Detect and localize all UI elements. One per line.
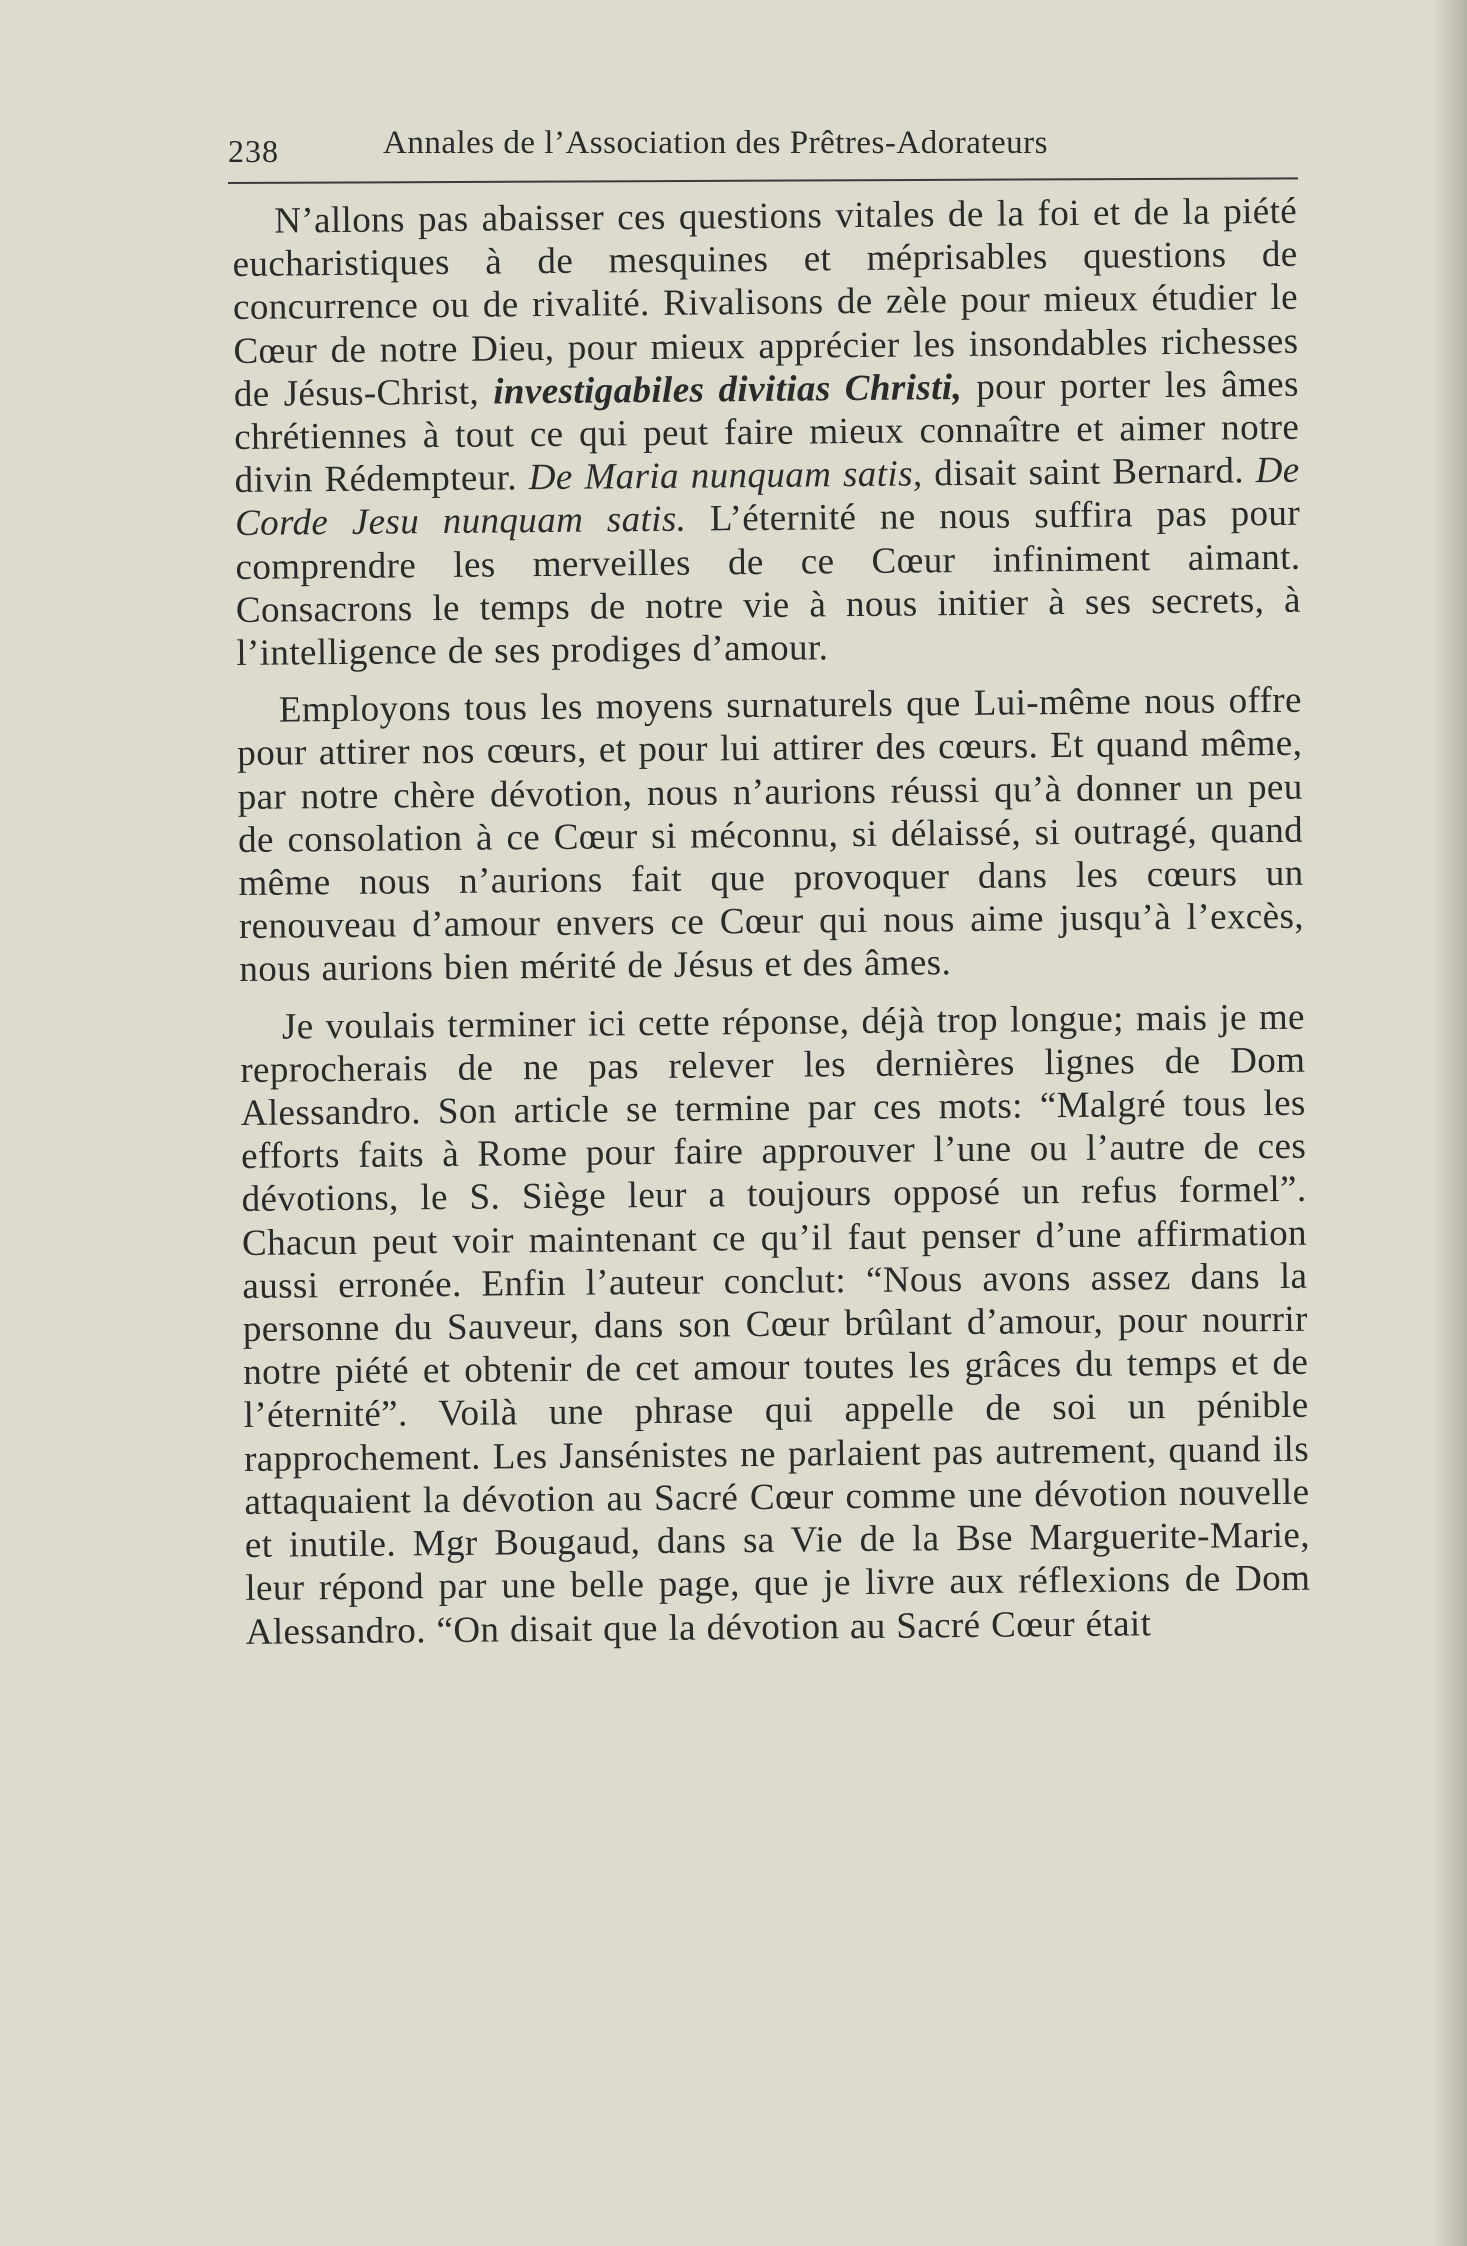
page-header [228, 125, 1298, 185]
running-title: Annales de l’Association des Prêtres-Adorateurs [383, 125, 1048, 161]
latin-quote-italic: De Maria nunquam satis, [528, 453, 923, 499]
paragraph-3 [240, 995, 1311, 1653]
text-run: Employons tous les moyens surnaturels que Lui-même nous offre pour attirer nos cœurs, et pour lui attirer des cœurs. Et quand même, par notre chère dévotion, nous n’aurions réussi qu’à donner un peu de consolation à ce Cœur si méconnu, si délaissé, si outragé, quand même nous n’aurions fait que provoquer dans les cœurs un renouveau d’amour envers ce Cœur qui nous aime jusqu’à l’excès, nous aurions bien mérité de Jésus et des âmes. [237, 679, 1305, 991]
text-run: pour porter les âmes chrétiennes à tout ce qui peut faire mieux connaître et aimer notre divin Rédempteur. [234, 363, 1300, 502]
page-edge-shadow [1431, 0, 1467, 2246]
text-run: N’allons pas abaisser ces questions vitales de la foi et de la piété eucharistiques à de mesquines et méprisables questions de concurrence ou de rivalité. Rivalisons de zèle pour mieux étudier le Cœur de notre Dieu, pour mieux apprécier les insondables richesses de Jésus-Christ, [232, 190, 1299, 415]
text-run: disait saint Bernard. [922, 450, 1256, 495]
paragraph-1 [232, 190, 1302, 675]
body-text [232, 190, 1311, 1668]
latin-quote-italic: De Corde Jesu nunquam satis. [234, 449, 1300, 545]
paragraph-2 [237, 679, 1305, 992]
text-run: Je voulais terminer ici cette réponse, déjà trop longue; mais je me reprocherais de ne pas relever les dernières lignes de Dom Alessandro. Son article se termine par ces mots: “Malgré tous les efforts faits à Rome pour faire approuver l’une ou l’autre de ces dévotions, le S. Siège leur a toujours opposé un refus formel”. Chacun peut voir maintenant ce qu’il faut penser d’une affirmation aussi erronée. Enfin l’auteur conclut: “Nous avons assez dans la personne du Sauveur, dans son Cœur brûlant d’amour, pour nourrir notre piété et obtenir de cet amour toutes les grâces du temps et de l’éternité”. Voilà une phrase qui appelle de soi un pénible rapprochement. Les Jansénistes ne parlaient pas autrement, quand ils attaquaient la dévotion au Sacré Cœur comme une dévotion nouvelle et inutile. Mgr Bougaud, dans sa Vie de la Bse Marguerite-Marie, leur répond par une belle page, que je livre aux réflexions de Dom Alessandro. “On disait que la dévotion au Sacré Cœur était [240, 996, 1311, 1653]
page-number: 238 [228, 133, 279, 169]
text-run: L’éternité ne nous suffira pas pour comprendre les merveilles de ce Cœur infiniment aimant. Consacrons le temps de notre vie à nous initier à ses secrets, à l’intelligence de ses prodiges d’amour. [235, 493, 1302, 675]
latin-quote-bold-italic: investigabiles divitias Christi, [493, 366, 963, 413]
